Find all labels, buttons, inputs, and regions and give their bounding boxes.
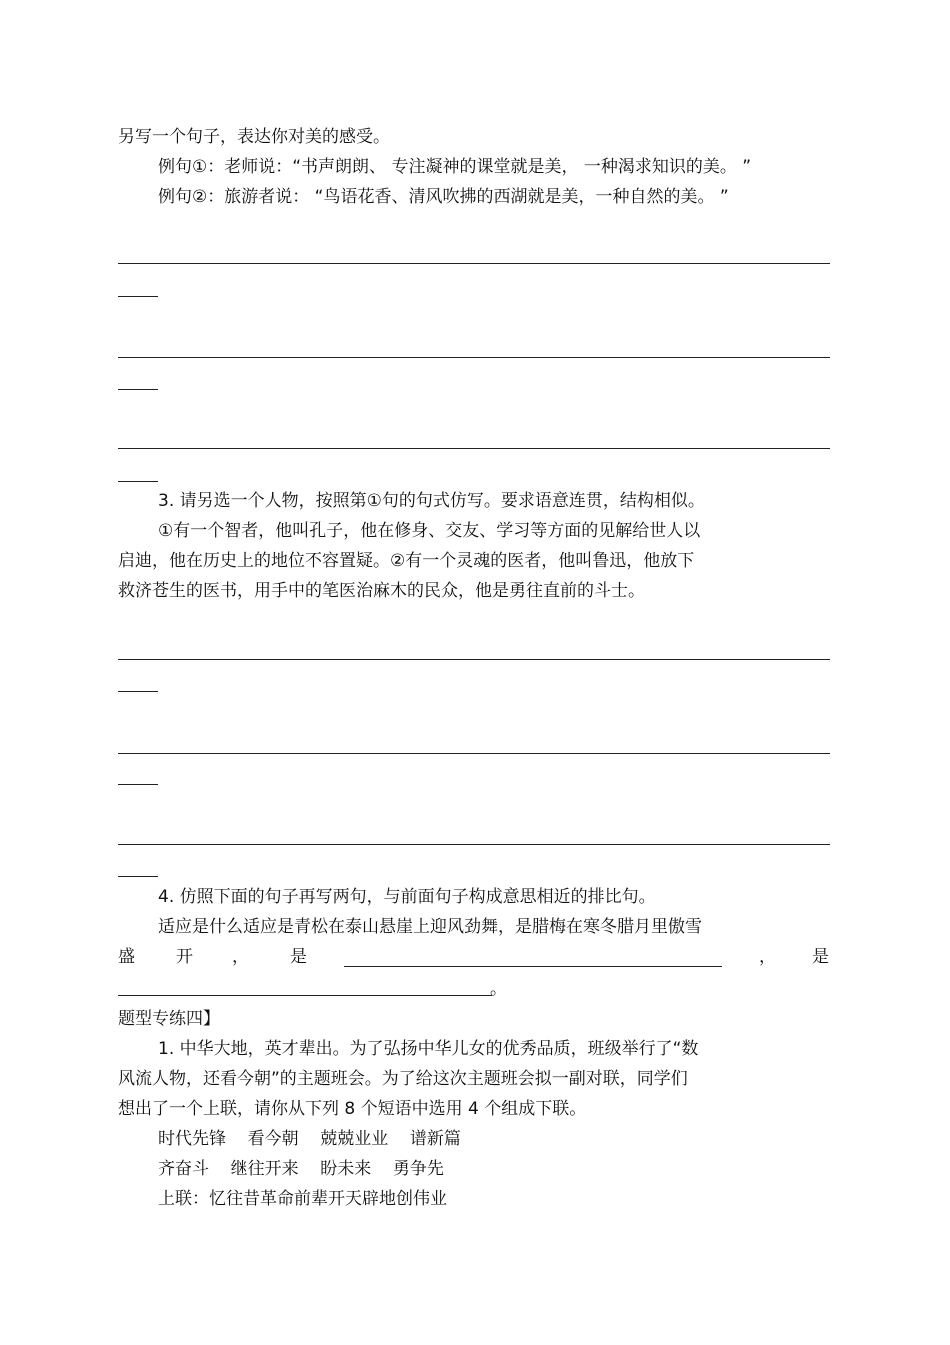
q2-intro: 另写一个句子，表达你对美的感受。 bbox=[118, 127, 390, 147]
answer-line[interactable] bbox=[118, 659, 830, 660]
answer-line[interactable] bbox=[118, 753, 830, 754]
q4-char: ， bbox=[759, 947, 776, 967]
answer-line-end bbox=[118, 691, 158, 692]
s4-q1-line-3: 想出了一个上联，请你从下列 8 个短语中选用 4 个组成下联。 bbox=[118, 1099, 587, 1119]
phrase-row-1: 时代先锋 看今朝 兢兢业业 谱新篇 bbox=[158, 1129, 461, 1149]
q2-example-2: 例句②：旅游者说： “鸟语花香、清风吹拂的西湖就是美，一种自然的美。 ” bbox=[158, 187, 729, 207]
q4-char: 是 bbox=[290, 947, 307, 967]
answer-line-end bbox=[118, 876, 158, 877]
answer-line-end bbox=[118, 389, 158, 390]
upper-couplet: 上联：忆往昔革命前辈开天辟地创伟业 bbox=[158, 1189, 447, 1209]
section-heading: 题型专练四】 bbox=[118, 1009, 220, 1029]
q4-end-mark: 。 bbox=[490, 979, 507, 999]
q3-text-line-1: ①有一个智者，他叫孔子，他在修身、交友、学习等方面的见解给世人以 bbox=[158, 521, 701, 541]
answer-line-end bbox=[118, 296, 158, 297]
answer-line[interactable] bbox=[118, 357, 830, 358]
fill-blank-2[interactable] bbox=[118, 995, 492, 996]
q3-prompt: 3. 请另选一个人物，按照第①句的句式仿写。要求语意连贯，结构相似。 bbox=[158, 491, 705, 511]
answer-line[interactable] bbox=[118, 844, 830, 845]
q3-text-line-3: 救济苍生的医书，用手中的笔医治麻木的民众，他是勇往直前的斗士。 bbox=[118, 581, 645, 601]
q4-char: 是 bbox=[812, 947, 829, 967]
q2-example-1: 例句①：老师说：“书声朗朗、 专注凝神的课堂就是美， 一种渴求知识的美。 ” bbox=[158, 157, 752, 177]
fill-blank-1[interactable] bbox=[344, 966, 722, 967]
answer-line-end bbox=[118, 784, 158, 785]
q4-prompt: 4. 仿照下面的句子再写两句，与前面句子构成意思相近的排比句。 bbox=[158, 887, 656, 907]
q4-char: 开 bbox=[176, 947, 193, 967]
answer-line[interactable] bbox=[118, 263, 830, 264]
answer-line-end bbox=[118, 481, 158, 482]
q4-char: 盛 bbox=[118, 947, 135, 967]
answer-line[interactable] bbox=[118, 448, 830, 449]
q4-text-line-1: 适应是什么适应是青松在泰山悬崖上迎风劲舞，是腊梅在寒冬腊月里傲雪 bbox=[158, 917, 702, 937]
q4-char: ， bbox=[232, 947, 249, 967]
phrase-row-2: 齐奋斗 继往开来 盼未来 勇争先 bbox=[158, 1159, 444, 1179]
s4-q1-line-1: 1. 中华大地，英才辈出。为了弘扬中华儿女的优秀品质，班级举行了“数 bbox=[158, 1039, 699, 1059]
s4-q1-line-2: 风流人物，还看今朝”的主题班会。为了给这次主题班会拟一副对联，同学们 bbox=[118, 1069, 688, 1089]
q3-text-line-2: 启迪，他在历史上的地位不容置疑。②有一个灵魂的医者，他叫鲁迅，他放下 bbox=[118, 551, 695, 571]
